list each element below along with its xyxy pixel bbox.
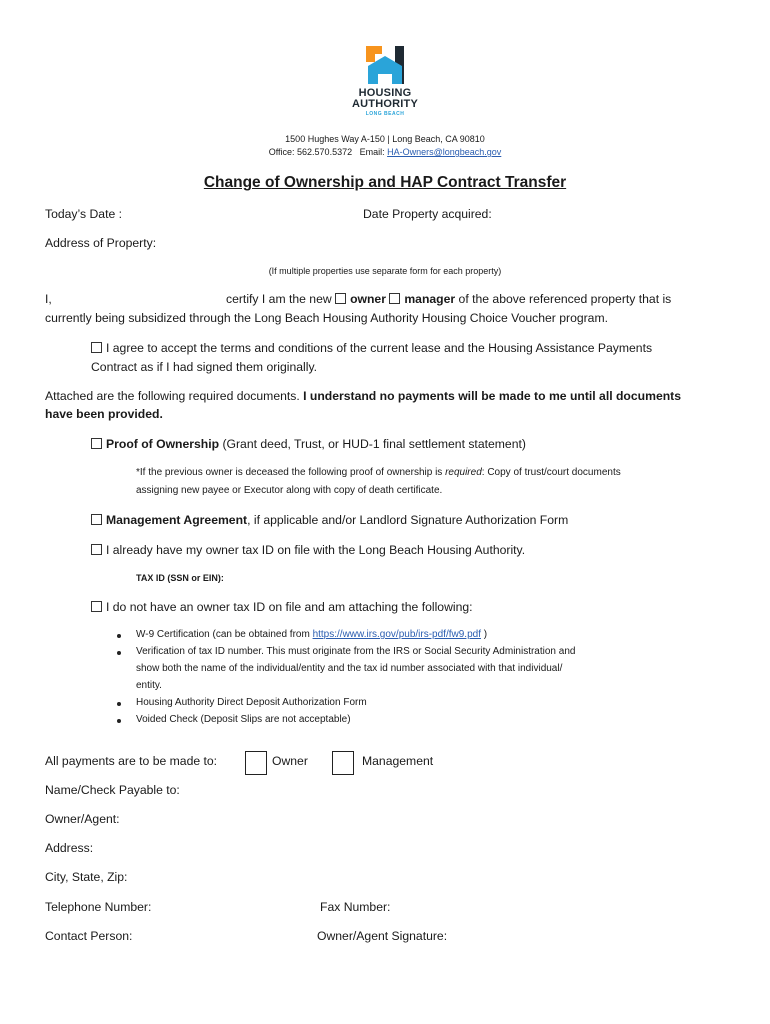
certify-line1 — [226, 292, 671, 306]
certify-text: certify I am the new — [226, 292, 332, 306]
attached-normal: Attached are the following required documents. — [45, 389, 304, 403]
date-acquired-label: Date Property acquired: — [363, 207, 492, 221]
taxid-on-file-text: I already have my owner tax ID on file with the Long Beach Housing Authority. — [106, 543, 526, 557]
agree-text: I agree to accept the terms and conditions of the current lease and the Housing Assistance Payments — [106, 341, 653, 355]
bullet-verification-l2: show both the name of the individual/entity and the tax id number associated with that individual/ — [136, 663, 563, 674]
proof-note-line1 — [136, 467, 621, 478]
logo-line1: HOUSING — [358, 87, 412, 99]
proof-note-post: : Copy of trust/court documents — [481, 467, 621, 478]
proof-note-pre: *If the previous owner is deceased the following proof of ownership is — [136, 467, 446, 478]
proof-rest: (Grant deed, Trust, or HUD-1 final settlement statement) — [219, 437, 526, 451]
office-phone: Office: 562.570.5372 Email: — [268, 147, 388, 157]
proof-note-italic: required — [445, 467, 482, 478]
bullet-verification-l1: Verification of tax ID number. This must originate from the IRS or Social Security Administration and — [136, 646, 576, 657]
owner-agent-label: Owner/Agent: — [45, 812, 120, 826]
owner-payment-checkbox[interactable] — [245, 751, 267, 775]
management-payment-label: Management — [362, 754, 434, 768]
page-title: Change of Ownership and HAP Contract Transfer — [203, 174, 567, 191]
bullet — [117, 651, 121, 655]
org-address: 1500 Hughes Way A-150 | Long Beach, CA 90810 — [285, 134, 485, 144]
fax-label: Fax Number: — [320, 900, 391, 914]
owner-option: owner — [350, 292, 386, 306]
irs-link[interactable]: https://www.irs.gov/pub/irs-pdf/fw9.pdf — [312, 629, 481, 640]
multiple-properties-note: (If multiple properties use separate form for each property) — [268, 266, 502, 276]
owner-checkbox[interactable] — [335, 293, 346, 304]
no-taxid-text: I do not have an owner tax ID on file and am attaching the following: — [106, 600, 473, 614]
taxid-on-file-checkbox[interactable] — [91, 544, 102, 555]
signature-label: Owner/Agent Signature: — [317, 929, 448, 943]
address-of-property-label: Address of Property: — [45, 236, 157, 250]
proof-note-line2: assigning new payee or Executor along with copy of death certificate. — [136, 485, 443, 496]
certify-line2: currently being subsidized through the Long Beach Housing Authority Housing Choice Voucher program. — [45, 311, 608, 325]
contact-person-label: Contact Person: — [45, 929, 133, 943]
todays-date-label: Today’s Date : — [45, 207, 123, 221]
bullet-voided-check: Voided Check (Deposit Slips are not acceptable) — [136, 714, 351, 725]
manager-checkbox[interactable] — [389, 293, 400, 304]
bullet — [117, 702, 121, 706]
housing-authority-logo — [340, 44, 430, 124]
proof-of-ownership — [91, 437, 526, 451]
attached-bold1: I understand no payments will be made to me until all documents — [303, 389, 681, 403]
logo-line2: AUTHORITY — [352, 98, 418, 110]
taxid-label: TAX ID (SSN or EIN): — [136, 573, 224, 583]
mgmt-bold: Management Agreement — [106, 513, 248, 527]
agree-checkbox[interactable] — [91, 342, 102, 353]
no-taxid-checkbox[interactable] — [91, 601, 102, 612]
taxid-on-file — [91, 543, 525, 557]
w9-post: ) — [480, 629, 488, 640]
bullet — [117, 719, 121, 723]
certify-rest: of the above referenced property that is — [458, 292, 672, 306]
attached-line1 — [45, 389, 681, 403]
mgmt-rest: , if applicable and/or Landlord Signature Authorization Form — [247, 513, 569, 527]
proof-bold: Proof of Ownership — [106, 437, 220, 451]
attached-line2: have been provided. — [45, 407, 163, 421]
owner-payment-label: Owner — [272, 754, 308, 768]
payable-label: Name/Check Payable to: — [45, 783, 180, 797]
w9-text: W-9 Certification (can be obtained from — [136, 629, 313, 640]
office-contact — [0, 147, 770, 157]
payments-label: All payments are to be made to: — [45, 754, 218, 768]
no-taxid — [91, 600, 473, 614]
bullet — [117, 634, 121, 638]
manager-option: manager — [404, 292, 456, 306]
management-agreement — [91, 513, 568, 527]
bullet-verification-l3: entity. — [136, 680, 162, 691]
city-state-zip-label: City, State, Zip: — [45, 870, 128, 884]
bullet-w9 — [136, 629, 487, 640]
proof-checkbox[interactable] — [91, 438, 102, 449]
agree-line1 — [91, 341, 652, 355]
mgmt-checkbox[interactable] — [91, 514, 102, 525]
agree-line2: Contract as if I had signed them originally. — [91, 360, 318, 374]
house-logo-icon — [340, 44, 430, 90]
certify-i: I, — [45, 292, 52, 306]
bullet-direct-deposit: Housing Authority Direct Deposit Authorization Form — [136, 697, 367, 708]
email-link[interactable]: HA-Owners@longbeach.gov — [387, 147, 502, 157]
logo-line3: LONG BEACH — [365, 111, 405, 117]
management-payment-checkbox[interactable] — [332, 751, 354, 775]
address-label: Address: — [45, 841, 94, 855]
telephone-label: Telephone Number: — [45, 900, 152, 914]
